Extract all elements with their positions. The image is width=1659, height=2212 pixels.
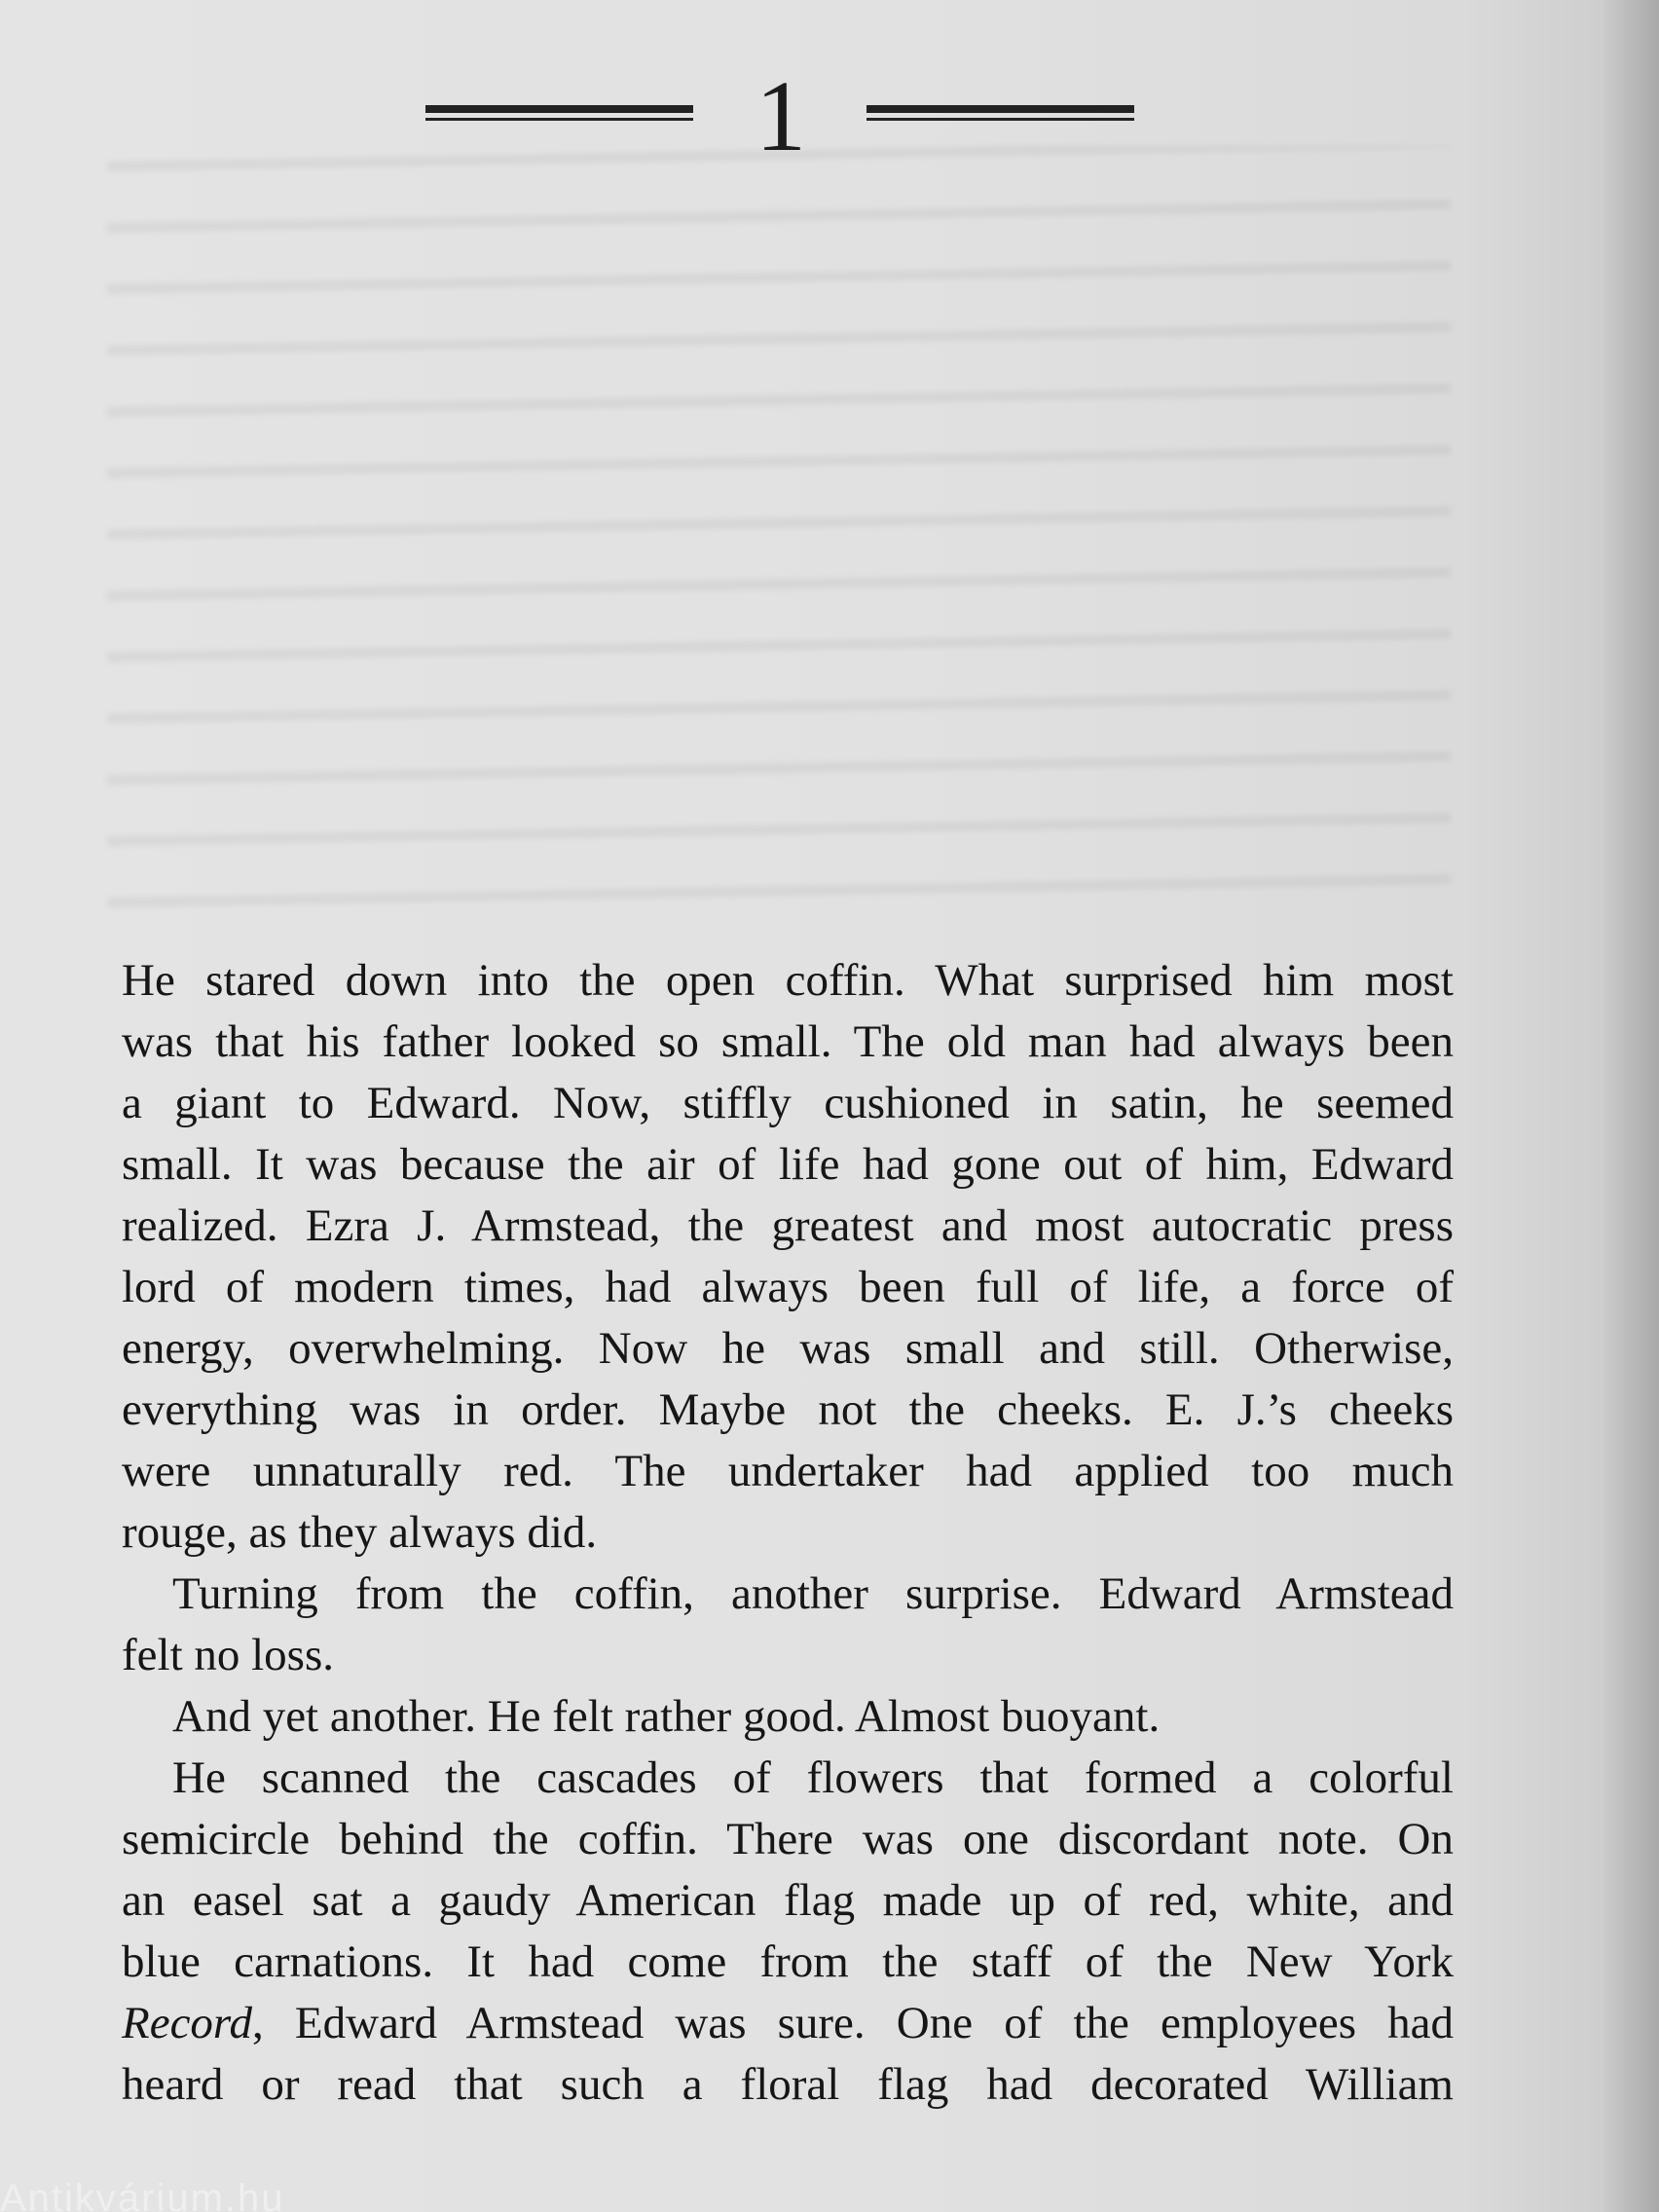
watermark: Antikvárium.hu (0, 2179, 285, 2212)
text-line: lord of modern times, had always been full of life, a force of (122, 1262, 1454, 1312)
reverse-side-bleed-through (107, 146, 1451, 925)
chapter-heading (0, 58, 1659, 175)
text-line-rest: , Edward Armstead was sure. One of the employees had (251, 1998, 1454, 2048)
text-line: was that his father looked so small. The old man had always been (122, 1016, 1454, 1067)
text-line: small. It was because the air of life had gone out of him, Edward (122, 1139, 1454, 1190)
text-line: were unnaturally red. The undertaker had applied too much (122, 1446, 1454, 1496)
chapter-body-text (122, 950, 1454, 2116)
text-line: semicircle behind the coffin. There was one discordant note. On (122, 1814, 1454, 1864)
text-line: felt no loss. (122, 1630, 335, 1680)
page-edge-shadow (1603, 0, 1659, 2212)
text-line: And yet another. He felt rather good. Almost buoyant. (172, 1691, 1161, 1742)
text-line: an easel sat a gaudy American flag made up of red, white, and (122, 1875, 1454, 1926)
text-line: blue carnations. It had come from the staff of the New York (122, 1936, 1454, 1987)
newspaper-name: Record (122, 1998, 252, 2048)
text-line: rouge, as they always did. (122, 1507, 598, 1558)
chapter-number: 1 (756, 60, 806, 172)
chapter-rule-left (425, 105, 693, 123)
text-line: energy, overwhelming. Now he was small and still. Otherwise, (122, 1323, 1454, 1374)
text-line: He scanned the cascades of flowers that formed a colorful (172, 1752, 1454, 1803)
text-line: Turning from the coffin, another surprise. Edward Armstead (172, 1568, 1454, 1619)
text-line: a giant to Edward. Now, stiffly cushioned in satin, he seemed (122, 1078, 1454, 1128)
text-line: everything was in order. Maybe not the cheeks. E. J.’s cheeks (122, 1384, 1454, 1435)
text-line: realized. Ezra J. Armstead, the greatest and most autocratic press (122, 1200, 1454, 1251)
chapter-rule-right (866, 105, 1134, 123)
text-line: He stared down into the open coffin. What surprised him most (122, 955, 1454, 1006)
text-line-italic (122, 1993, 1454, 2054)
text-line: heard or read that such a floral flag had decorated William (122, 2059, 1454, 2110)
